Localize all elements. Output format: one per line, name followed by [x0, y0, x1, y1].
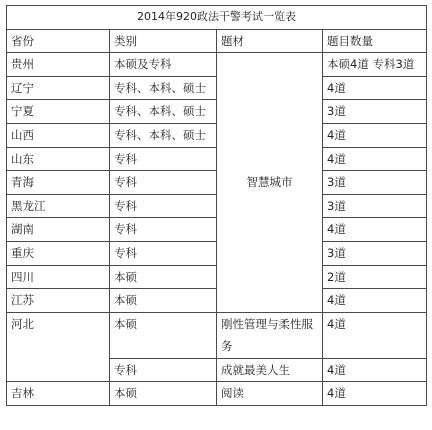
exam-table-container [6, 5, 427, 406]
cell-category: 专科、本科、硕士 [110, 123, 217, 147]
cell-count: 3道 [323, 194, 427, 218]
table-row-jilin [7, 382, 427, 406]
cell-province: 青海 [7, 171, 110, 195]
cell-count: 3道 [323, 100, 427, 124]
table-title: 2014年920政法干警考试一览表 [7, 6, 427, 30]
cell-count: 4道 [323, 312, 427, 358]
cell-topic: 刚性管理与柔性服务 [217, 312, 323, 358]
cell-province-hebei: 河北 [7, 312, 110, 382]
cell-province: 贵州 [7, 53, 110, 77]
cell-province: 吉林 [7, 382, 110, 406]
cell-category: 本硕 [110, 265, 217, 289]
cell-category: 专科 [110, 171, 217, 195]
cell-count: 4道 [323, 289, 427, 313]
cell-category: 专科 [110, 194, 217, 218]
cell-province: 黑龙江 [7, 194, 110, 218]
cell-count: 4道 [323, 123, 427, 147]
cell-count: 4道 [323, 76, 427, 100]
cell-province: 辽宁 [7, 76, 110, 100]
cell-category: 本硕 [110, 312, 217, 358]
cell-count: 4道 [323, 382, 427, 406]
cell-province: 宁夏 [7, 100, 110, 124]
cell-count: 4道 [323, 147, 427, 171]
cell-province: 重庆 [7, 241, 110, 265]
cell-category: 专科 [110, 218, 217, 242]
cell-category: 专科、本科、硕士 [110, 76, 217, 100]
table-header-row [7, 29, 427, 53]
cell-province: 山西 [7, 123, 110, 147]
cell-province: 四川 [7, 265, 110, 289]
exam-overview-table [6, 5, 427, 406]
cell-category: 本硕及专科 [110, 53, 217, 77]
cell-category: 专科 [110, 241, 217, 265]
cell-topic: 成就最美人生 [217, 358, 323, 382]
cell-province: 湖南 [7, 218, 110, 242]
cell-count: 4道 [323, 218, 427, 242]
header-topic: 题材 [217, 29, 323, 53]
cell-province: 江苏 [7, 289, 110, 313]
table-title-row [7, 6, 427, 30]
cell-category: 本硕 [110, 289, 217, 313]
cell-topic-merged: 智慧城市 [217, 53, 323, 313]
cell-province: 山东 [7, 147, 110, 171]
cell-topic: 阅读 [217, 382, 323, 406]
cell-category: 专科 [110, 358, 217, 382]
cell-category: 本硕 [110, 382, 217, 406]
header-count: 题目数量 [323, 29, 427, 53]
table-row-hebei [7, 312, 427, 358]
cell-count: 2道 [323, 265, 427, 289]
cell-category: 专科 [110, 147, 217, 171]
table-row [7, 53, 427, 77]
cell-count: 3道 [323, 241, 427, 265]
cell-category: 专科、本科、硕士 [110, 100, 217, 124]
header-category: 类别 [110, 29, 217, 53]
cell-count: 4道 [323, 358, 427, 382]
cell-count: 本硕4道 专科3道 [323, 53, 427, 77]
cell-count: 3道 [323, 171, 427, 195]
header-province: 省份 [7, 29, 110, 53]
